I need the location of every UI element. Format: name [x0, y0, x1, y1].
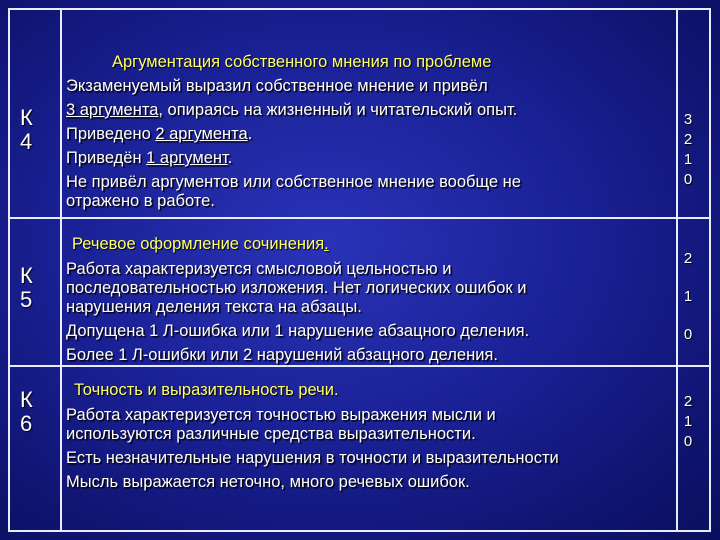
- criterion-number: 6: [20, 411, 33, 436]
- score-value: 0: [683, 433, 693, 450]
- criterion-line: Мысль выражается неточно, много речевых ошибок.: [66, 473, 470, 491]
- criterion-line: Работа характеризуется смысловой цельностью и: [66, 260, 452, 278]
- criterion-number: 4: [20, 129, 33, 154]
- score-list-k4: [682, 110, 694, 190]
- score-value: 2: [683, 393, 693, 410]
- column-divider-right: [676, 10, 678, 530]
- column-divider-left: [60, 10, 62, 530]
- criterion-code-k6: [20, 388, 33, 436]
- score-value: 1: [683, 151, 693, 168]
- criterion-line: используются различные средства выразительности.: [66, 425, 476, 443]
- criterion-line: Допущена 1 Л-ошибка или 1 нарушение абзацного деления.: [66, 322, 530, 340]
- criterion-line: Работа характеризуется точностью выражения мысли и: [66, 406, 496, 424]
- criterion-line: 3 аргумента, опираясь на жизненный и читательский опыт.: [66, 101, 518, 119]
- criterion-content-k5: [66, 234, 666, 365]
- criterion-line: Более 1 Л-ошибки или 2 нарушений абзацного деления.: [66, 346, 498, 364]
- criterion-number: 5: [20, 287, 33, 312]
- criterion-content-k6: [66, 380, 666, 492]
- criterion-line: Приведён 1 аргумент.: [66, 149, 233, 167]
- criterion-line: Приведено 2 аргумента.: [66, 125, 253, 143]
- criterion-code-k4: [20, 106, 33, 154]
- score-value: 2: [683, 250, 693, 267]
- criterion-title: Точность и выразительность речи.: [74, 381, 339, 399]
- score-value: [682, 307, 694, 325]
- score-value: 0: [683, 326, 693, 343]
- criterion-line: отражено в работе.: [66, 192, 215, 210]
- row-divider-2: [10, 365, 709, 367]
- score-value: 3: [683, 111, 693, 128]
- criterion-line: Есть незначительные нарушения в точности и выразительности: [66, 449, 559, 467]
- criterion-title: Аргументация собственного мнения по проблеме: [112, 53, 492, 71]
- criterion-line: Не привёл аргументов или собственное мнение вообще не: [66, 173, 521, 191]
- score-value: 1: [683, 413, 693, 430]
- row-divider-1: [10, 217, 709, 219]
- score-value: 2: [683, 131, 693, 148]
- criterion-letter: К: [20, 105, 33, 130]
- score-value: 0: [683, 171, 693, 188]
- criterion-line: Экзаменуемый выразил собственное мнение и привёл: [66, 77, 488, 95]
- criterion-content-k4: [66, 52, 666, 211]
- criterion-letter: К: [20, 263, 33, 288]
- score-value: [682, 269, 694, 287]
- criterion-title: Речевое оформление сочинения.: [72, 235, 329, 253]
- criterion-letter: К: [20, 387, 33, 412]
- score-value: 1: [683, 288, 693, 305]
- criterion-line: последовательностью изложения. Нет логических ошибок и: [66, 279, 527, 297]
- score-list-k6: [682, 392, 694, 452]
- criterion-code-k5: [20, 264, 33, 312]
- criterion-line: нарушения деления текста на абзацы.: [66, 298, 362, 316]
- score-list-k5: [682, 249, 694, 345]
